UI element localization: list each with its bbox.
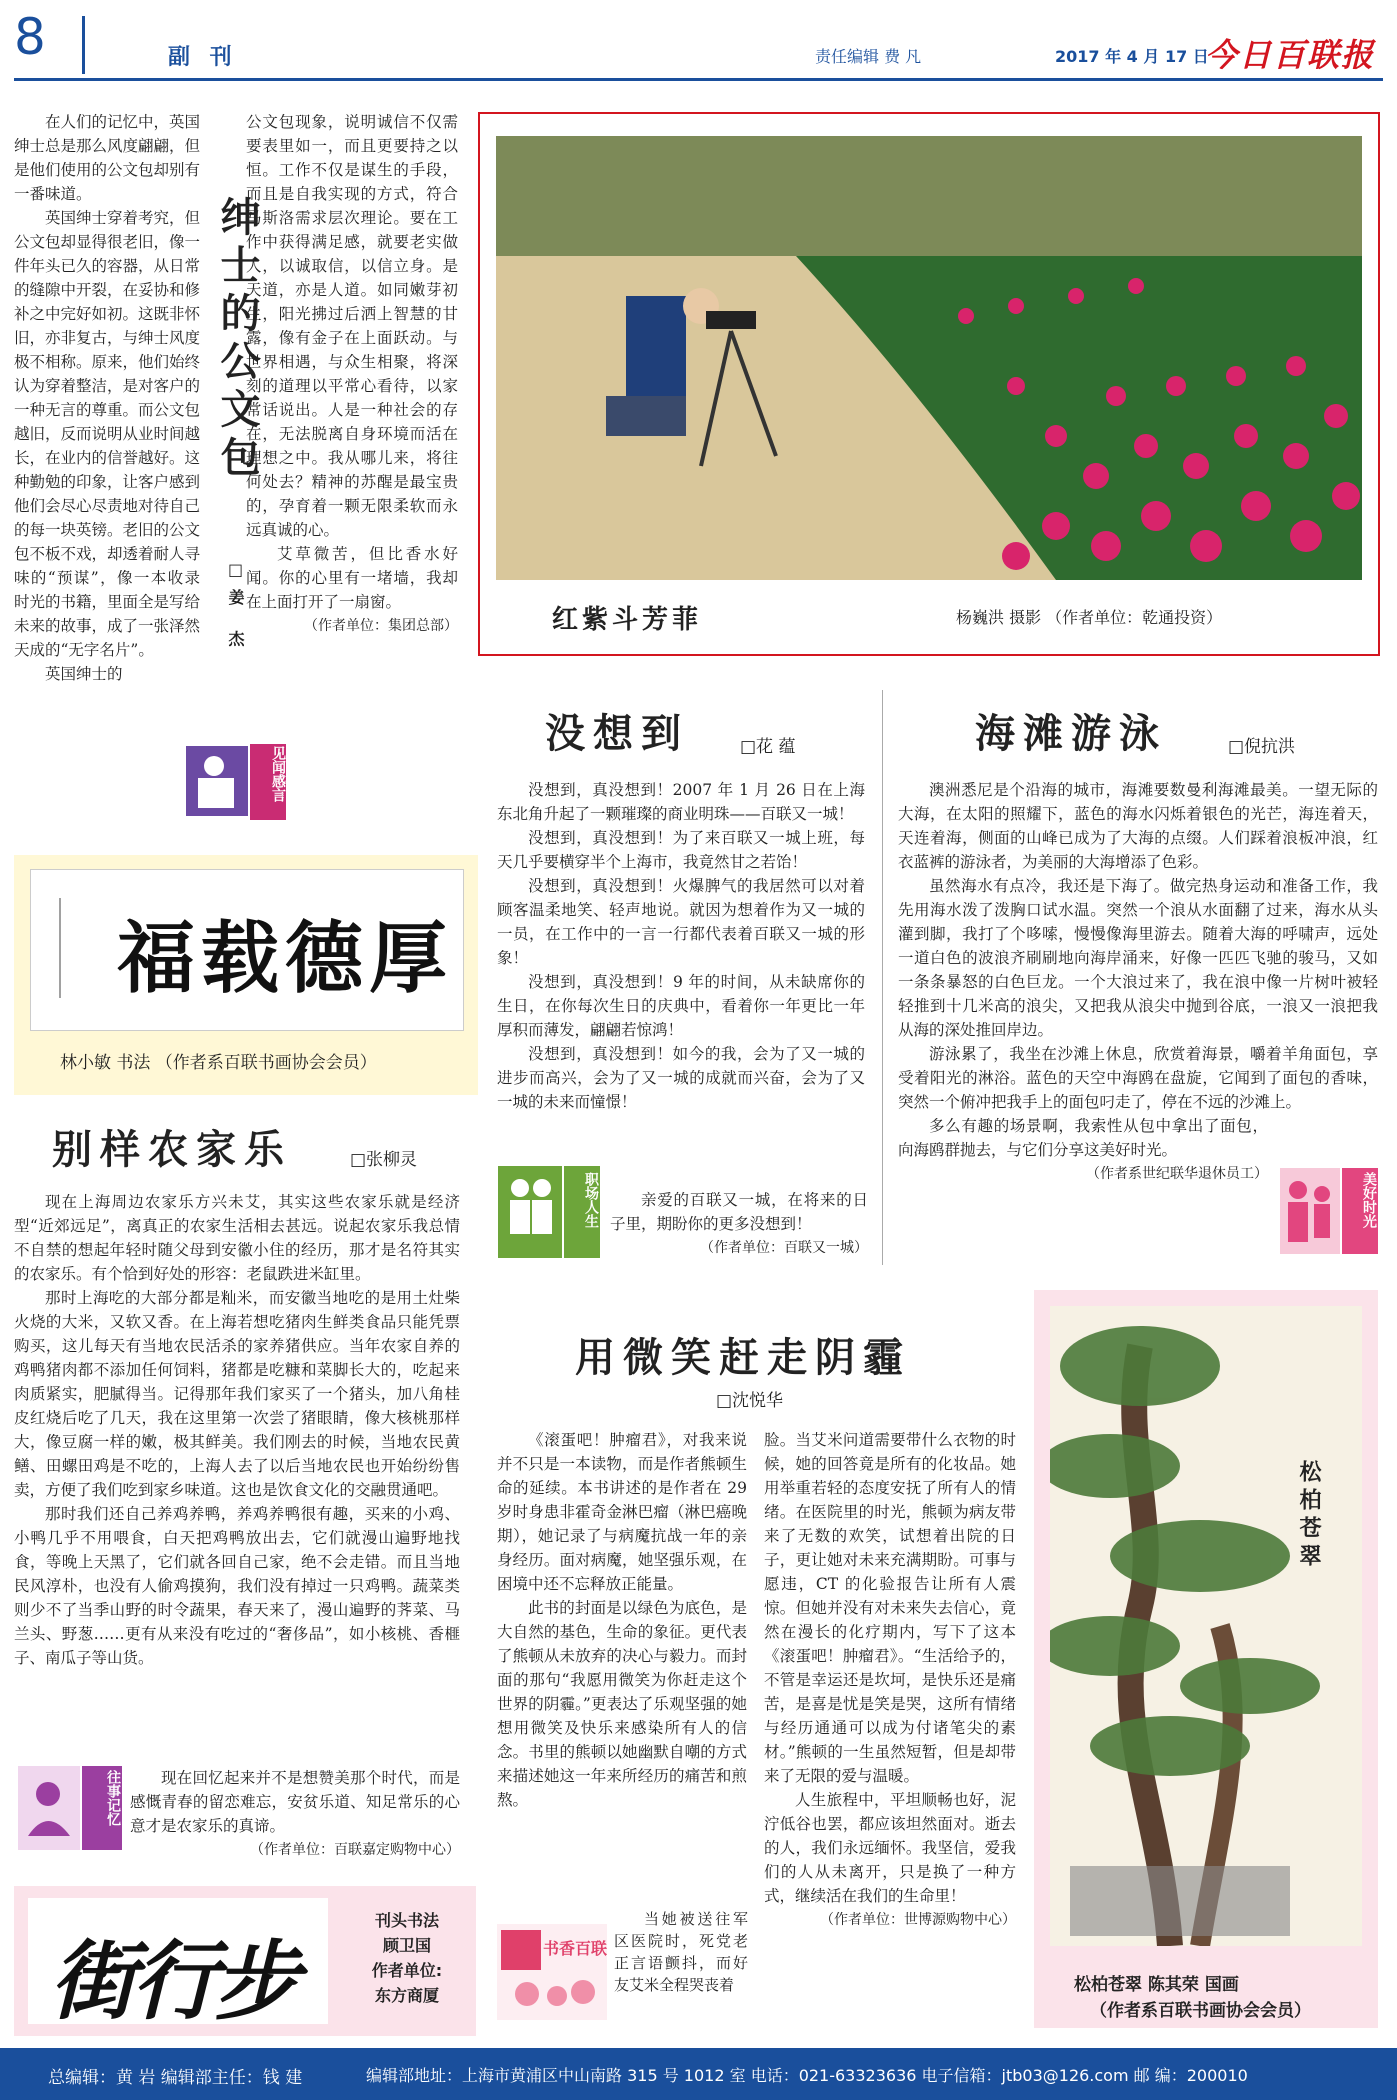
photo-credit: 杨巍洪 摄影 （作者单位：乾通投资） (956, 608, 1223, 627)
page-number: 8 (14, 8, 46, 66)
paragraph: 多么有趣的场景啊，我索性从包中拿出了面包，向海鸥群抛去，与它们分享这美好时光。 (898, 1117, 1268, 1159)
article-gentleman-author: □姜 杰 (226, 560, 245, 657)
paragraph: 没想到，真没想到！2007 年 1 月 26 日在上海东北角升起了一颗璀璨的商业明珠——百联又一城！ (497, 781, 865, 823)
caption-line: 东方商厦 (374, 1986, 439, 2005)
author-affiliation: （作者系世纪联华退休员工） (1086, 1166, 1268, 1182)
paragraph: 那时上海吃的大部分都是籼米，而安徽当地吃的是用土灶柴火烧的大米，又软又香。在上海若想吃猪肉生鲜类食品只能凭票购买，这儿每天有当地农民活杀的家养猪供应。当年农家自养的鸡鸭猪肉都不添加任何饲料，猪都是吃糠和菜脚长大的，吃起来肉质紧实，肥腻得当。记得那年我们家买了一个猪头，加八角桂皮红烧后吃了几天，我在这里第一次尝了猪眼睛，像大核桃那样大，像豆腐一样的嫩，极其鲜美。我们刚去的时候，当地农民黄鳝、田螺田鸡是不吃的，上海人去了以后当地农民也开始纷纷售卖，方便了我们吃到家乡味道。这也是饮食文化的交融贯通吧。 (14, 1289, 460, 1499)
paragraph: 亲爱的百联又一城，在将来的日子里，期盼你的更多没想到！ (610, 1191, 868, 1233)
author-affiliation: （作者单位：百联又一城） (700, 1240, 868, 1256)
article-beach-author: □倪抗洪 (1228, 737, 1296, 757)
pine-painting (1050, 1306, 1362, 1946)
article-meixiangdao-title: 没想到 (545, 710, 689, 757)
paragraph: 虽然海水有点冷，我还是下海了。做完热身运动和准备工作，我先用海水泼了泼胸口试水温。突然一个浪从水面翻了过来，海水从头灌到脚，我打了个哆嗦，慢慢像海里游去。随着大海的呼啸声，远处一道白色的波浪齐刷刷地向海岸涌来，好像一匹匹飞驰的骏马，又如一条条暴怒的白色巨龙。一个大浪过来了，我在浪中像一片树叶被轻轻推到十几米高的浪尖，又把我从浪尖中抛到谷底，一浪又一浪把我从海的深处推回岸边。 (898, 877, 1378, 1039)
badge-label: 美好时光 (1361, 1172, 1377, 1228)
paragraph: 英国绅士的 (45, 665, 123, 683)
painting-caption-2: （作者系百联书画协会会员） (1090, 2001, 1311, 2021)
paragraph: 脸。当艾米问道需要带什么衣物的时候，她的回答竟是所有的化妆品。她用举重若轻的态度安抚了所有人的情绪。在医院里的时光，熊顿为病友带来了无数的欢笑，试想着出院的日子，更让她对未来充满期盼。可事与愿违，CT 的化验报告让所有人震惊。但她并没有对未来失去信心，竟然在漫长的化疗期内，写下了这本《滚蛋吧！肿瘤君》。“生活给予的，不管是幸运还是坎坷，是快乐还是痛苦，是喜是忧是笑是哭，这所有情绪与经历通通可以成为付诸笔尖的素材。”熊顿的一生虽然短暂，但是却带来了无限的爱与温暖。 (764, 1431, 1016, 1785)
paper-logo: 今日百联报 (1205, 36, 1376, 74)
caption-line: 作者单位: (371, 1961, 443, 1980)
badge-label: 书香百联 (543, 1939, 608, 1958)
paragraph: 此书的封面是以绿色为底色，是大自然的基色，生命的象征。更代表了熊顿从未放弃的决心与毅力。而封面的那句“我愿用微笑为你赶走这个世界的阴霾。”更表达了乐观坚强的她想用微笑及快乐来感染所有人的信念。书里的熊顿以她幽默自嘲的方式来描述她这一年来所经历的痛苦和煎熬。 (497, 1599, 747, 1809)
article-smile-col-b (764, 1428, 1016, 2026)
caption-line: 顾卫国 (382, 1936, 431, 1955)
caption-line: 刊头书法 (374, 1911, 439, 1930)
badge-meihao (1280, 1168, 1380, 1256)
painting-caption-1: 松柏苍翠 陈其荣 国画 (1074, 1975, 1239, 1995)
article-farm-ending (130, 1766, 460, 1862)
badge-shuxiang (497, 1924, 607, 2020)
article-gentleman-col-b (246, 110, 458, 822)
column-divider (882, 690, 883, 1265)
article-meixiangdao-ending (610, 1188, 868, 1262)
masthead-calligraphy-box (14, 1886, 476, 2036)
paragraph: 公文包现象，说明诚信不仅需要表里如一，而且更要持之以恒。工作不仅是谋生的手段，而且是自我实现的方式，符合马斯洛需求层次理论。要在工作中获得满足感，就要老实做人，以诚取信，以信立身。是天道，亦是人道。如同嫩芽初生，阳光拂过后洒上智慧的甘露，像有金子在上面跃动。与世界相遇，与众生相聚，将深刻的道理以平常心看待，以家常话说出。人是一种社会的存在，无法脱离自身环境而活在理想之中。我从哪儿来，将往何处去？精神的苏醒是最宝贵的，孕育着一颗无限柔软而永远真诚的心。 (246, 113, 458, 539)
tulip-photo (496, 136, 1362, 580)
paragraph: 当她被送往军区医院时，死党老正言语颤抖，而好友艾米全程哭丧着 (614, 1910, 748, 1994)
author-affiliation: （作者单位：百联嘉定购物中心） (250, 1842, 460, 1858)
article-gentleman-col-a (14, 110, 200, 690)
article-smile-title: 用微笑赶走阴霾 (575, 1334, 911, 1381)
calligraphy-box (14, 855, 478, 1095)
badge-zhichang (498, 1166, 600, 1262)
section-name: 副 刊 (168, 45, 238, 70)
article-farm-title: 别样农家乐 (52, 1126, 292, 1173)
painting-inscription: 松柏苍翠 (1296, 1460, 1322, 1572)
calligraphy-scroll (30, 869, 464, 1031)
badge-jianwen (184, 738, 288, 824)
author-affiliation: （作者单位：世博源购物中心） (820, 1912, 1016, 1928)
paragraph: 没想到，真没想到！9 年的时间，从未缺席你的生日，在你每次生日的庆典中，看着你一年更比一年厚积而薄发，翩翩若惊鸿！ (497, 973, 865, 1039)
paragraph: 没想到，真没想到！为了来百联又一城上班，每天几乎要横穿半个上海市，我竟然甘之若饴！ (497, 829, 865, 871)
paragraph: 《滚蛋吧！肿瘤君》，对我来说并不只是一本读物，而是作者熊顿生命的延续。本书讲述的是作者在 29 岁时身患非霍奇金淋巴瘤（淋巴癌晚期），她记录了与病魔抗战一年的亲身经历。面对病魔，她坚强乐观，在困境中还不忘释放正能量。 (497, 1431, 747, 1593)
calligraphy-text: 街行步 (50, 1931, 296, 2032)
photo-box (478, 112, 1380, 656)
masthead (0, 0, 1397, 78)
paragraph: 艾草微苦，但比香水好闻。你的心里有一堵墙，我却在上面打开了一扇窗。 (246, 545, 458, 611)
badge-wangshi (18, 1766, 124, 1854)
article-beach-title: 海滩游泳 (975, 710, 1167, 757)
badge-label: 往事记忆 (105, 1770, 121, 1826)
paragraph: 现在回忆起来并不是想赞美那个时代，而是感慨青春的留恋难忘，安贫乐道、知足常乐的心意才是农家乐的真谛。 (130, 1769, 460, 1835)
article-meixiangdao-author: □花 蕴 (740, 737, 796, 757)
footer-bar (0, 2048, 1397, 2100)
calligraphy-inscription (59, 898, 107, 998)
photo-title: 红紫斗芳菲 (552, 605, 703, 635)
calligraphy-panel (28, 1898, 328, 2032)
painting-box (1034, 1290, 1378, 2028)
calligraphy-text: 厚德载福 (117, 913, 454, 1004)
footer-chief-editor: 总编辑：黄 岩 编辑部主任：钱 建 (48, 2068, 303, 2088)
article-smile-col-a-end (614, 1908, 748, 2026)
paragraph: 英国绅士穿着考究，但公文包却显得很老旧，像一件年头已久的容器，从日常的缝隙中开裂，在妥协和修补之中完好如初。这既非怀旧，亦非复古，与绅士风度极不相称。原来，他们始终认为穿着整洁，是对客户的一种无言的尊重。而公文包越旧，反而说明从业时间越长，在业内的信誉越好。这种勤勉的印象，让客户感到他们会尽心尽责地对待自己的每一块英镑。老旧的公文包不板不戏，却透着耐人寻味的“预谋”，像一本收录时光的书籍，里面全是写给未来的故事，成了一张泽然天成的“无字名片”。 (14, 209, 201, 659)
issue-date: 2017 年 4 月 17 日 (1055, 47, 1209, 66)
paragraph: 澳洲悉尼是个沿海的城市，海滩要数曼利海滩最美。一望无际的大海，在太阳的照耀下，蓝色的海水闪烁着银色的光芒，海连着天，天连着海，侧面的山峰已成为了大海的点缀。人们踩着浪板冲浪，红衣蓝裤的游泳者，为美丽的大海增添了色彩。 (898, 781, 1378, 871)
author-affiliation: （作者单位：集团总部） (304, 618, 458, 634)
article-smile-col-a (497, 1428, 747, 1910)
editor-credit: 责任编辑 费 凡 (815, 47, 922, 66)
header-divider (82, 16, 85, 74)
footer-address: 编辑部地址：上海市黄浦区中山南路 315 号 1012 室 电话：021-63323636 电子信箱：jtb03@126.com 邮 编：200010 (366, 2066, 1248, 2085)
paragraph: 没想到，真没想到！如今的我，会为了又一城的进步而高兴，会为了又一城的成就而兴奋，会为了又一城的未来而憧憬！ (497, 1045, 865, 1111)
badge-label: 职场人生 (583, 1172, 599, 1228)
paragraph: 现在上海周边农家乐方兴未艾，其实这些农家乐就是经济型“近郊远足”，离真正的农家生活相去甚远。说起农家乐我总情不自禁的想起年轻时随父母到安徽小住的经历，那才是名符其实的农家乐。有个恰到好处的形容：老鼠跌进米缸里。 (14, 1193, 460, 1283)
header-rule (14, 78, 1383, 81)
calligraphy-caption: 林小敏 书法 （作者系百联书画协会会员） (60, 1053, 377, 1073)
article-farm-author: □张柳灵 (350, 1150, 418, 1170)
paragraph: 在人们的记忆中，英国绅士总是那么风度翩翩，但是他们使用的公文包却别有一番味道。 (14, 113, 201, 203)
article-gentleman-title: 绅士的公文包 (214, 196, 261, 484)
masthead-calligraphy-caption (352, 1908, 462, 2008)
paragraph: 没想到，真没想到！火爆脾气的我居然可以对着顾客温柔地笑、轻声地说。就因为想着作为又一城的一员，在工作中的一言一行都代表着百联又一城的形象！ (497, 877, 865, 967)
paragraph: 人生旅程中，平坦顺畅也好，泥泞低谷也罢，都应该坦然面对。逝去的人，我们永远缅怀。我坚信，爱我们的人从未离开，只是换了一种方式，继续活在我们的生命里！ (764, 1791, 1016, 1905)
paragraph: 游泳累了，我坐在沙滩上休息，欣赏着海景，嚼着羊角面包，享受着阳光的淋浴。蓝色的天空中海鸥在盘旋，它闻到了面包的香味，突然一个俯冲把我手上的面包叼走了，停在不远的沙滩上。 (898, 1045, 1378, 1111)
article-smile-author: □沈悦华 (716, 1391, 784, 1411)
badge-label: 见闻感言 (270, 746, 286, 802)
paragraph: 那时我们还自己养鸡养鸭，养鸡养鸭很有趣，买来的小鸡、小鸭几乎不用喂食，白天把鸡鸭放出去，它们就漫山遍野地找食，等晚上天黑了，它们就各回自己家，绝不会走错。而且当地民风淳朴，也没有人偷鸡摸狗，我们没有掉过一只鸡鸭。蔬菜类则少不了当季山野的时令蔬果，春天来了，漫山遍野的荠菜、马兰头、野葱……更有从来没有吃过的“奢侈品”，如小核桃、香榧子、南瓜子等山货。 (14, 1505, 460, 1667)
